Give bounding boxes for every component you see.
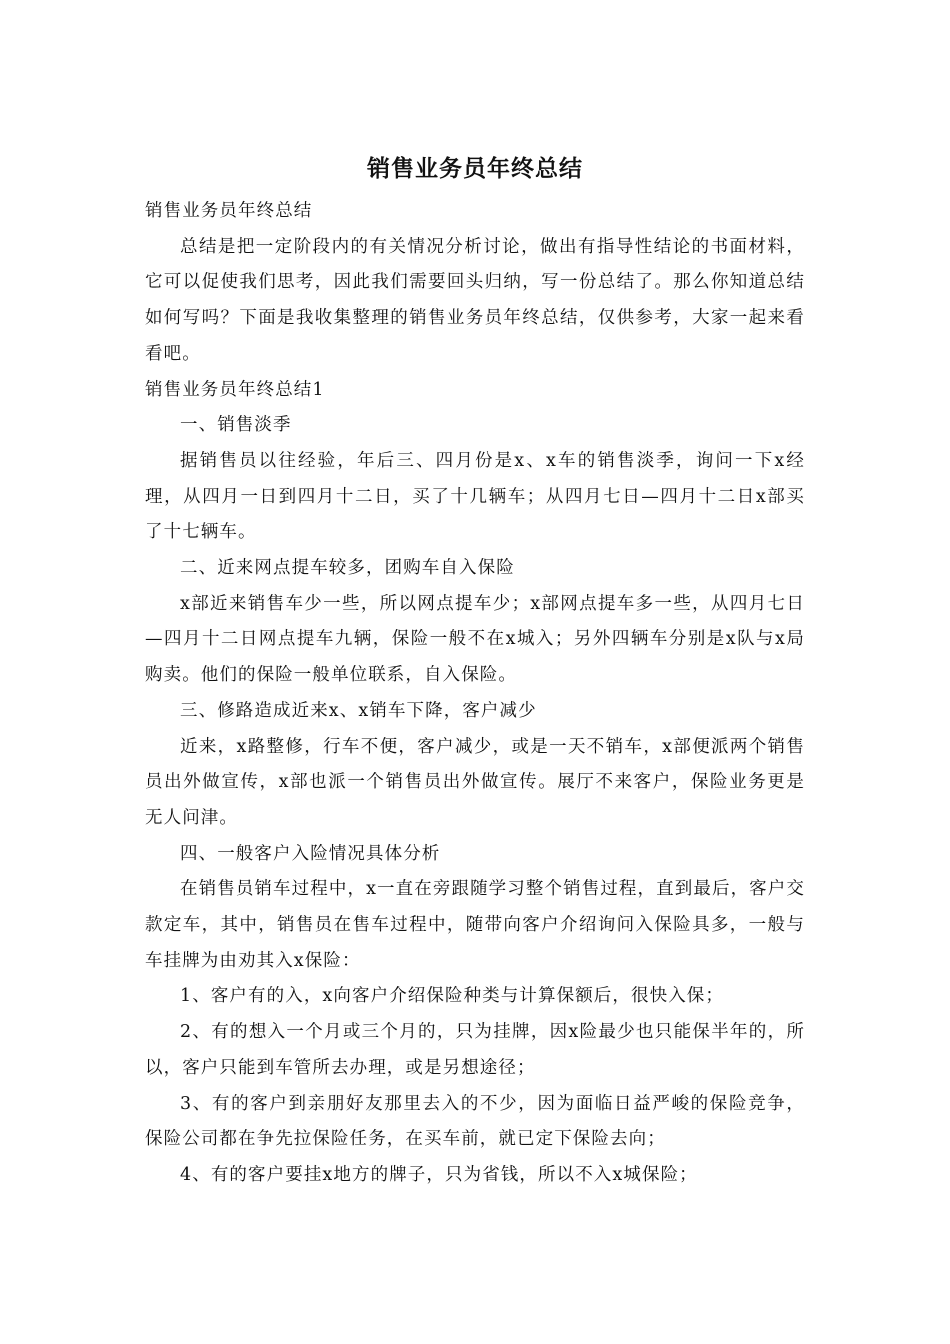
- paragraph: x部近来销售车少一些，所以网点提车少；x部网点提车多一些，从四月七日—四月十二日网点提车九辆，保险一般不在x城入；另外四辆车分别是x队与x局购卖。他们的保险一般单位联系，自入保险。: [145, 593, 805, 686]
- section-heading: 销售业务员年终总结1: [145, 379, 325, 400]
- list-item: 1、客户有的入，x向客户介绍保险种类与计算保额后，很快入保；: [180, 986, 725, 1007]
- list-item: 2、有的想入一个月或三个月的，只为挂牌，因x险最少也只能保半年的，所以，客户只能到车管所去办理，或是另想途径；: [145, 1022, 805, 1078]
- paragraph: 据销售员以往经验，年后三、四月份是x、x车的销售淡季，询问一下x经理，从四月一日到四月十二日，买了十几辆车；从四月七日—四月十二日x部买了十七辆车。: [145, 450, 805, 543]
- section-heading: 四、一般客户入险情况具体分析: [180, 843, 441, 864]
- paragraph: 总结是把一定阶段内的有关情况分析讨论，做出有指导性结论的书面材料，它可以促使我们思考，因此我们需要回头归纳，写一份总结了。那么你知道总结如何写吗？下面是我收集整理的销售业务员年终总结，仅供参考，大家一起来看看吧。: [145, 236, 805, 364]
- document-body: [145, 194, 805, 1194]
- paragraph: 销售业务员年终总结: [145, 201, 313, 221]
- section-heading: 二、近来网点提车较多，团购车自入保险: [180, 558, 515, 579]
- list-item: 4、有的客户要挂x地方的牌子，只为省钱，所以不入x城保险；: [180, 1164, 698, 1185]
- document-title: 销售业务员年终总结: [367, 156, 583, 182]
- paragraph: 近来，x路整修，行车不便，客户减少，或是一天不销车，x部便派两个销售员出外做宣传，x部也派一个销售员出外做宣传。展厅不来客户，保险业务更是无人问津。: [145, 736, 805, 828]
- section-heading: 一、销售淡季: [180, 415, 292, 436]
- section-heading: 三、修路造成近来x、x销车下降，客户减少: [180, 700, 537, 721]
- paragraph: 在销售员销车过程中，x一直在旁跟随学习整个销售过程，直到最后，客户交款定车，其中，销售员在售车过程中，随带向客户介绍询问入保险具多，一般与车挂牌为由劝其入x保险：: [145, 879, 805, 971]
- list-item: 3、有的客户到亲朋好友那里去入的不少，因为面临日益严峻的保险竞争，保险公司都在争先拉保险任务，在买车前，就已定下保险去向；: [145, 1093, 805, 1150]
